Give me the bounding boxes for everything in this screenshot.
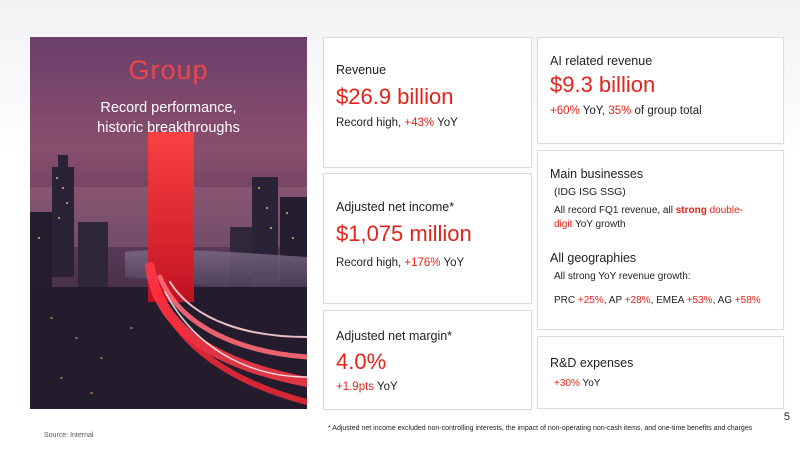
region-emea-sep: ,: [712, 295, 718, 306]
ai-revenue-label: AI related revenue: [550, 54, 653, 68]
businesses-text-strong: strong: [675, 205, 707, 216]
region-ag-name: AG: [717, 295, 735, 306]
net-margin-detail: [336, 381, 398, 393]
ai-revenue-change: +60%: [550, 105, 580, 117]
revenue-detail-suffix: YoY: [434, 117, 458, 129]
businesses-text-prefix: All record FQ1 revenue, all: [554, 205, 676, 216]
net-income-value: $1,075 million: [336, 221, 472, 246]
geographies-intro: All strong YoY revenue growth:: [554, 271, 691, 282]
ai-revenue-detail: [550, 105, 702, 117]
region-ap: [609, 295, 656, 306]
ai-revenue-card: [537, 37, 784, 144]
net-margin-value: 4.0%: [336, 349, 387, 374]
source-note: Source: Internal: [44, 432, 94, 439]
rd-suffix: YoY: [579, 378, 601, 389]
hero-image-panel: [30, 37, 307, 409]
geographies-label: All geographies: [550, 251, 637, 265]
businesses-text-digit: digit: [554, 219, 573, 230]
net-income-card: [323, 173, 532, 304]
region-ag-change: +58%: [734, 295, 761, 306]
rd-change: +30%: [554, 378, 580, 389]
businesses-text-red-rest: double-: [706, 205, 743, 216]
revenue-detail-prefix: Record high,: [336, 117, 405, 129]
ai-revenue-suffix: of group total: [631, 105, 702, 117]
ai-revenue-share: 35%: [608, 105, 632, 117]
hero-subtitle-line1: Record performance,: [100, 100, 237, 116]
region-ap-name: AP: [608, 295, 625, 306]
region-ap-change: +28%: [624, 295, 651, 306]
region-ag: [718, 295, 761, 306]
region-prc: [554, 295, 609, 306]
hero-title: Group: [128, 55, 209, 85]
revenue-value: $26.9 billion: [336, 84, 454, 109]
ai-revenue-value: $9.3 billion: [550, 72, 656, 97]
region-emea-change: +53%: [686, 295, 713, 306]
ai-revenue-mid: YoY,: [579, 105, 609, 117]
businesses-text-rest: YoY growth: [572, 219, 626, 230]
net-income-detail: [336, 257, 464, 269]
hero-subtitle-line2: historic breakthroughs: [97, 120, 240, 136]
revenue-change: +43%: [404, 117, 435, 129]
businesses-text-line1: [554, 205, 743, 216]
footnote: * Adjusted net income excluded non-controlling interests, the impact of non-operating non-cash items, and one-time benefits and charges: [328, 425, 753, 432]
rd-card: [537, 336, 784, 409]
hero-subtitle: [30, 98, 307, 138]
region-emea-name: EMEA: [656, 295, 687, 306]
businesses-text-line2: [554, 219, 626, 230]
net-income-change: +176%: [404, 257, 441, 269]
region-ap-sep: ,: [650, 295, 657, 306]
segments-label: (IDG ISG SSG): [554, 186, 626, 198]
revenue-detail: [336, 117, 458, 129]
city-night-image: [30, 37, 307, 409]
net-margin-card: [323, 310, 532, 410]
businesses-card: [537, 150, 784, 330]
rd-label: R&D expenses: [550, 356, 634, 370]
net-income-detail-prefix: Record high,: [336, 257, 405, 269]
net-income-label: Adjusted net income*: [336, 200, 455, 214]
region-emea: [656, 295, 717, 306]
region-prc-change: +25%: [577, 295, 604, 306]
region-prc-sep: ,: [603, 295, 609, 306]
net-income-detail-suffix: YoY: [440, 257, 465, 269]
net-margin-suffix: YoY: [374, 381, 398, 393]
main-businesses-label: Main businesses: [550, 167, 644, 181]
revenue-card: [323, 37, 532, 168]
geographies-regions: [554, 295, 761, 306]
rd-detail: [554, 378, 600, 389]
region-prc-name: PRC: [554, 295, 578, 306]
revenue-label: Revenue: [336, 63, 387, 77]
net-margin-label: Adjusted net margin*: [336, 329, 453, 343]
page-number: 5: [783, 411, 790, 423]
net-margin-change: +1.9pts: [336, 381, 375, 393]
